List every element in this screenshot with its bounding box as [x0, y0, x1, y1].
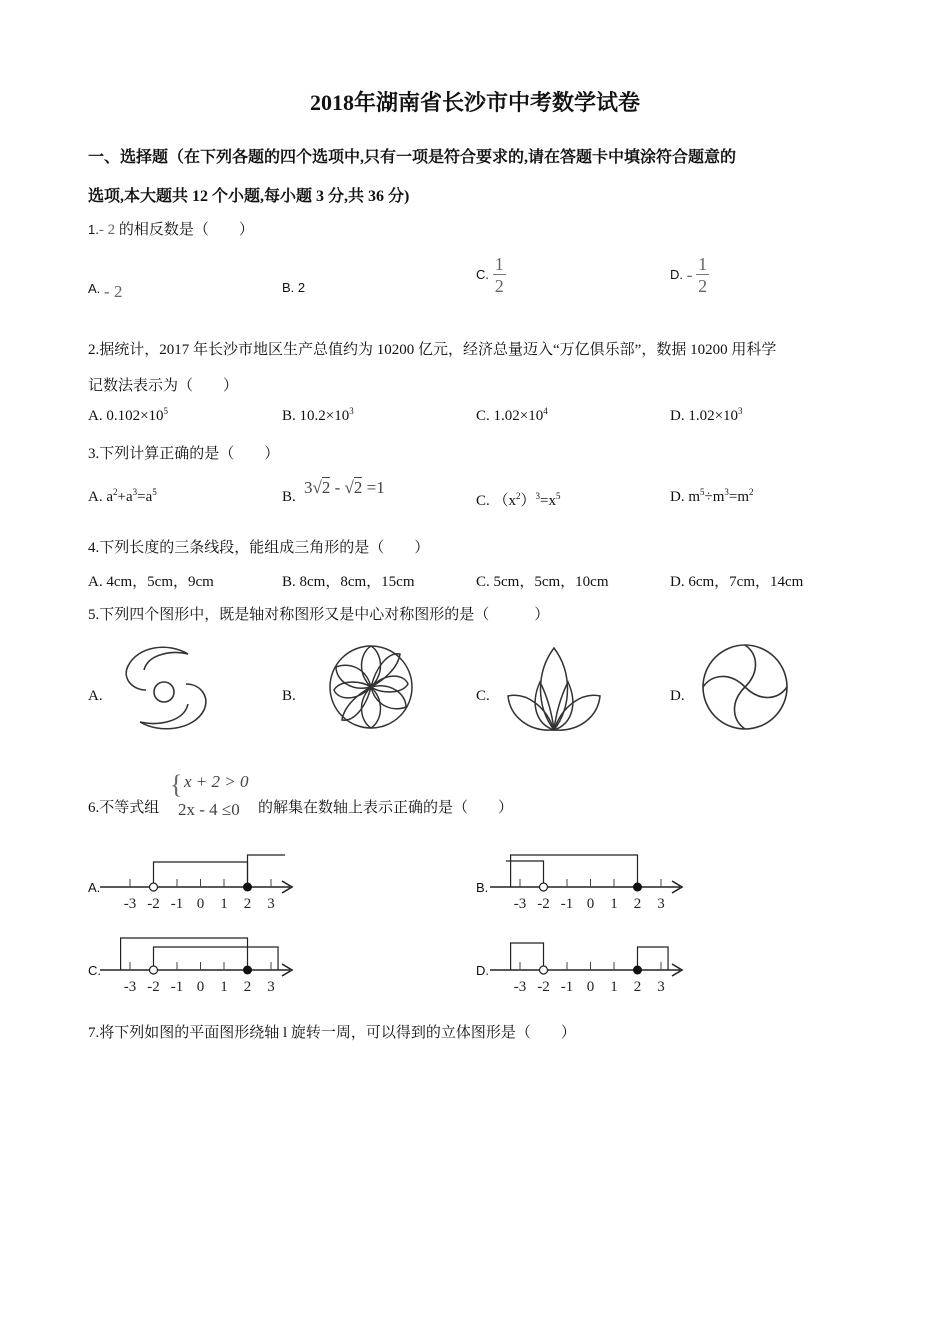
number-line-tick-label: -1	[560, 979, 574, 995]
q3-b-coef: 3	[304, 478, 313, 497]
q3-d-e3: 2	[749, 487, 754, 497]
q1-c-denominator: 2	[494, 276, 504, 296]
q3-option-a	[88, 489, 157, 506]
q1-a-value: - 2	[104, 282, 123, 301]
number-line-tick-label: -3	[123, 896, 137, 912]
q1-c-numerator: 1	[494, 254, 504, 274]
q2-a-text: A. 0.102×10	[88, 408, 164, 424]
closed-point-marker	[633, 966, 642, 975]
number-line-tick-label: -2	[147, 896, 160, 912]
q3-stem: 3.下列计算正确的是（ ）	[88, 446, 280, 462]
q3-a-label: A.	[88, 489, 103, 505]
q5-b-label: B.	[282, 688, 296, 704]
q1-c-label: C.	[476, 266, 489, 282]
number-line-tick-label: 2	[243, 896, 252, 912]
q1-option-b	[282, 280, 305, 295]
q1-d-denominator: 2	[698, 276, 708, 296]
q2-option-a	[88, 408, 168, 425]
q7-stem: 7.将下列如图的平面图形绕轴 l 旋转一周，可以得到的立体图形是（ ）	[88, 1025, 576, 1041]
q4-option-d: D. 6cm，7cm，14cm	[670, 574, 804, 590]
number-line-tick-label: 0	[586, 979, 595, 995]
q2-stem-line2: 记数法表示为（ ）	[88, 378, 239, 394]
open-point-marker	[540, 883, 548, 891]
solution-bracket	[511, 855, 638, 887]
q3-a-e3: 5	[152, 487, 157, 497]
q3-b-radicand2: 2	[353, 478, 363, 497]
number-line-tick-label: 1	[610, 896, 618, 912]
q4-option-a: A. 4cm，5cm，9cm	[88, 574, 214, 590]
q2-option-c	[476, 408, 548, 425]
q6-numberline-a	[100, 850, 330, 915]
number-line-tick-label: 0	[196, 896, 205, 912]
number-line-tick-label: 2	[633, 979, 642, 995]
q3-c-end: =x	[540, 493, 556, 509]
number-line-tick-label: 1	[220, 979, 228, 995]
q3-d-e1: 5	[700, 487, 705, 497]
q5-figure-a	[118, 640, 214, 736]
q3-option-b-expression	[304, 478, 385, 498]
q3-c-e2: 3	[535, 491, 541, 501]
q3-a-p2: +a	[117, 489, 133, 505]
q3-option-b-label: B.	[282, 489, 296, 505]
number-line-tick-label: 1	[220, 896, 228, 912]
solution-bracket	[121, 938, 248, 970]
q3-c-mid: ）	[520, 493, 536, 509]
q1-d-fraction	[696, 254, 709, 297]
q3-b-minus: -	[334, 478, 341, 497]
q6-stem-pre: 6.不等式组	[88, 800, 160, 816]
q1-option-a	[88, 278, 123, 301]
q1-b-label: B.	[282, 280, 295, 295]
q1-minus-two: - 2	[98, 222, 116, 238]
q3-c-e1: 2	[516, 491, 521, 501]
q2-option-b	[282, 408, 354, 425]
q1-d-numerator: 1	[698, 254, 708, 274]
q2-c-exponent: 4	[543, 406, 548, 416]
number-line-tick-label: 3	[657, 896, 665, 912]
q6-stem-post: 的解集在数轴上表示正确的是（ ）	[258, 800, 514, 816]
q1-a-label: A.	[88, 281, 101, 296]
number-line-tick-label: 1	[610, 979, 618, 995]
q4-option-b: B. 8cm，8cm，15cm	[282, 574, 415, 590]
q3-b-radicand1: 2	[321, 478, 331, 497]
q3-a-e2: 3	[132, 487, 138, 497]
q5-d-label: D.	[670, 688, 685, 704]
q1-option-c	[476, 254, 506, 297]
number-line-tick-label: 0	[586, 896, 595, 912]
closed-point-marker	[633, 883, 642, 892]
q5-figure-b	[326, 642, 416, 732]
q3-d-mid: ÷m	[704, 489, 725, 505]
section-heading-line1: 一、选择题（在下列各题的四个选项中,只有一项是符合要求的,请在答题卡中填涂符合题意的	[88, 149, 737, 166]
solution-bracket	[248, 855, 286, 887]
q6-d-label: D.	[476, 963, 489, 978]
closed-point-marker	[243, 966, 252, 975]
q5-figure-c	[506, 644, 602, 734]
q3-a-p3: =a	[137, 489, 153, 505]
q6-b-label: B.	[476, 880, 489, 895]
q1-b-value: 2	[297, 280, 306, 295]
q3-d-end: =m	[728, 489, 750, 505]
q6-system-line2: 2x - 4 ≤0	[178, 800, 240, 819]
number-line-tick-label: -3	[513, 979, 527, 995]
q3-d-e2: 3	[724, 487, 729, 497]
q5-stem: 5.下列四个图形中，既是轴对称图形又是中心对称图形的是（ ）	[88, 607, 550, 623]
q3-option-d	[670, 489, 754, 506]
solution-bracket	[511, 943, 544, 970]
solution-bracket	[506, 861, 544, 887]
q3-option-c	[476, 489, 561, 510]
open-point-marker	[540, 966, 548, 974]
q1-c-fraction	[493, 254, 506, 297]
q6-numberline-d	[490, 933, 720, 998]
left-brace-icon: {	[170, 770, 183, 799]
closed-point-marker	[243, 883, 252, 892]
q5-a-label: A.	[88, 688, 103, 704]
q3-b-equals: =1	[366, 478, 385, 497]
q3-a-e1: 2	[113, 487, 118, 497]
sqrt-icon: √	[344, 478, 354, 497]
q5-c-label: C.	[476, 688, 490, 704]
number-line-tick-label: -2	[147, 979, 160, 995]
number-line-tick-label: -1	[560, 896, 574, 912]
q1-option-d	[670, 254, 709, 297]
number-line-tick-label: 0	[196, 979, 205, 995]
q2-a-exponent: 5	[163, 406, 169, 416]
solution-bracket	[154, 947, 279, 970]
number-line-tick-label: -2	[537, 896, 550, 912]
open-point-marker	[150, 883, 158, 891]
sqrt-icon: √	[312, 478, 322, 497]
number-line-tick-label: -2	[537, 979, 550, 995]
q2-option-d	[670, 408, 743, 425]
q2-c-text: C. 1.02×10	[476, 408, 544, 424]
q4-stem: 4.下列长度的三条线段，能组成三角形的是（ ）	[88, 540, 430, 556]
q1-stem-text: 的相反数是（ ）	[118, 222, 254, 238]
q2-b-exponent: 3	[349, 406, 354, 416]
q2-d-exponent: 3	[738, 406, 743, 416]
q2-d-text: D. 1.02×10	[670, 408, 739, 424]
page-title: 2018年湖南省长沙市中考数学试卷	[309, 90, 640, 115]
number-line-tick-label: 3	[267, 896, 275, 912]
number-line-tick-label: 2	[633, 896, 642, 912]
q1-d-sign: -	[686, 265, 693, 285]
q6-a-label: A.	[88, 880, 101, 895]
question-1	[88, 218, 254, 239]
q3-a-p1: a	[106, 489, 114, 505]
q3-c-label: C. （x	[476, 493, 517, 509]
solution-bracket	[638, 947, 669, 970]
q6-numberline-c	[100, 933, 330, 998]
section-heading-line2: 选项,本大题共 12 个小题,每小题 3 分,共 36 分)	[88, 188, 410, 205]
number-line-tick-label: -3	[513, 896, 527, 912]
number-line-tick-label: -1	[170, 979, 184, 995]
q3-d-label: D. m	[670, 489, 700, 505]
q3-c-e3: 5	[556, 491, 561, 501]
number-line-tick-label: -1	[170, 896, 184, 912]
number-line-tick-label: 2	[243, 979, 252, 995]
number-line-tick-label: -3	[123, 979, 137, 995]
number-line-tick-label: 3	[267, 979, 275, 995]
q1-number: 1.	[88, 222, 99, 237]
q5-figure-d	[700, 642, 790, 732]
q2-b-text: B. 10.2×10	[282, 408, 350, 424]
number-line-tick-label: 3	[657, 979, 665, 995]
q6-numberline-b	[490, 850, 720, 915]
open-point-marker	[150, 966, 158, 974]
q6-c-label: C.	[88, 963, 101, 978]
q1-d-label: D.	[670, 266, 683, 282]
q4-option-c: C. 5cm，5cm，10cm	[476, 574, 609, 590]
q2-stem-line1: 2.据统计，2017 年长沙市地区生产总值约为 10200 亿元，经济总量迈入“万亿俱乐部”，数据 10200 用科学	[88, 342, 777, 358]
q6-system-line1: x + 2 > 0	[184, 772, 249, 791]
